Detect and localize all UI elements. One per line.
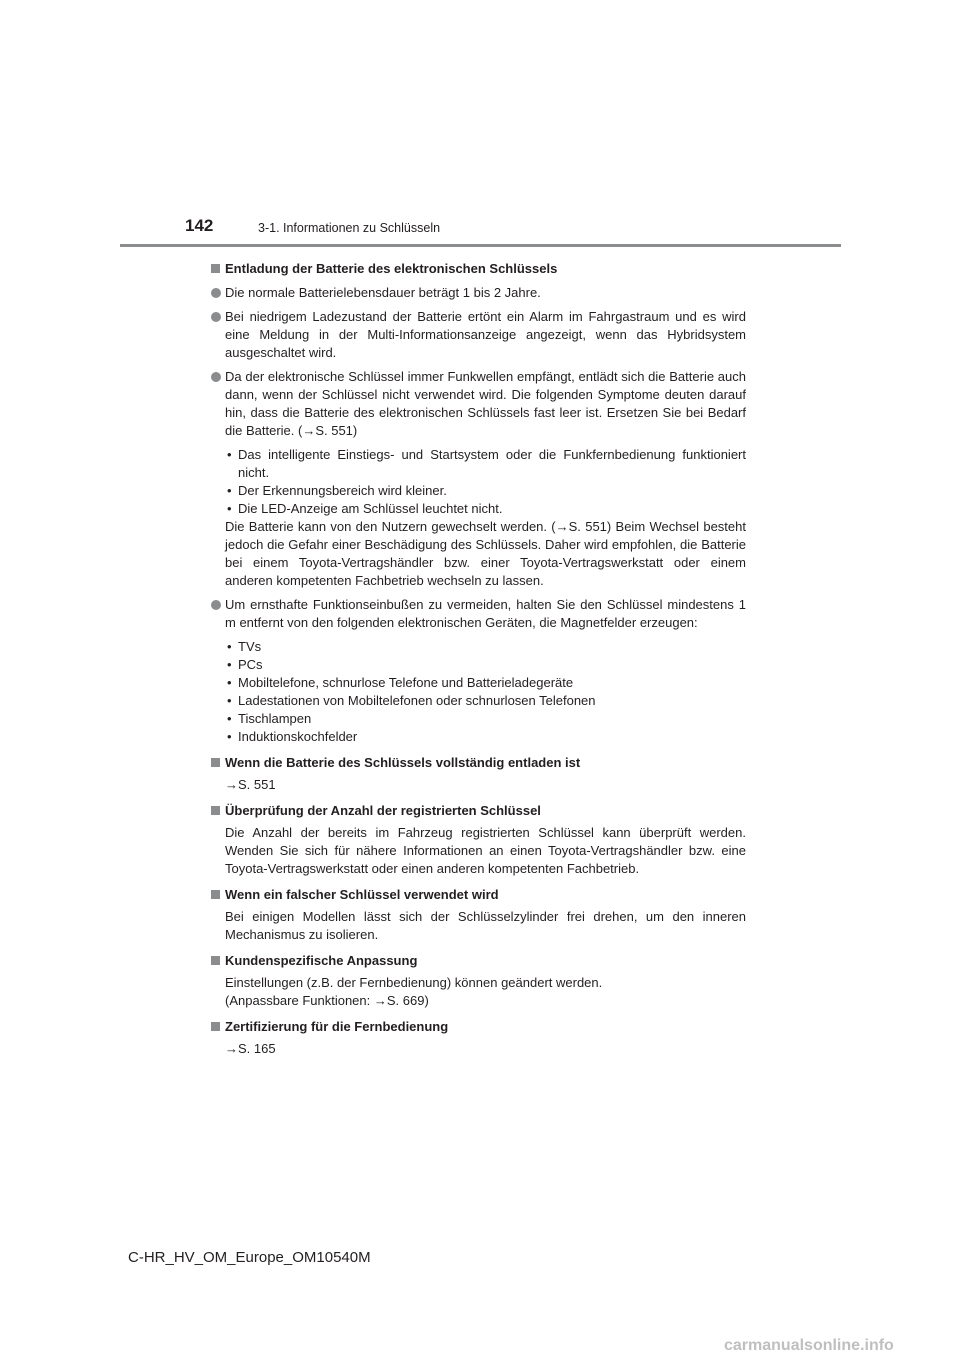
sub-list-item — [225, 728, 746, 746]
bullet-text: Die normale Batterielebensdauer beträgt 1 bis 2 Jahre. — [225, 285, 541, 300]
sub-list-item — [225, 446, 746, 482]
page-reference: →S. 551 — [225, 777, 276, 792]
sub-list-item — [225, 710, 746, 728]
sub-list-item — [225, 482, 746, 500]
sub-list-item — [225, 500, 746, 518]
page-content — [211, 256, 746, 1058]
page-reference: →S. 165 — [225, 1041, 276, 1056]
dot-marker-icon: • — [227, 729, 232, 744]
section-heading — [211, 754, 746, 772]
section-heading — [211, 886, 746, 904]
bullet-item — [211, 368, 746, 440]
sub-item-text: Der Erkennungsbereich wird kleiner. — [238, 483, 447, 498]
circle-bullet-icon — [211, 600, 221, 610]
sub-item-text: Ladestationen von Mobiltelefonen oder schnurlosen Telefonen — [238, 693, 596, 708]
watermark: carmanualsonline.info — [724, 1337, 894, 1354]
sub-item-text: Mobiltelefone, schnurlose Telefone und Batterieladegeräte — [238, 675, 574, 690]
paragraph: Bei einigen Modellen lässt sich der Schlüsselzylinder frei drehen, um den inneren Mechanismus zu isolieren. — [225, 909, 746, 942]
section-heading — [211, 952, 746, 970]
paragraph: Die Batterie kann von den Nutzern gewechselt werden. (→S. 551) Beim Wechsel besteht jedoch die Gefahr einer Beschädigung des Schlüssels. Daher wird empfohlen, die Batterie bei einem Toyota-Vertragshändler bzw. einer Toyota-Vertragswerkstatt oder einem anderen kompetenten Fachbetrieb wechseln zu lassen. — [225, 519, 746, 588]
sub-item-text: TVs — [238, 639, 262, 654]
header-divider — [120, 244, 841, 247]
paragraph: Einstellungen (z.B. der Fernbedienung) können geändert werden. — [225, 975, 603, 990]
paragraph: Die Anzahl der bereits im Fahrzeug registrierten Schlüssel kann überprüft werden. Wenden Sie sich für nähere Informationen an einen Toyota-Vertragshändler bzw. eine Toyota-Vertragswerkstatt oder einen anderen kompetenten Fachbetrieb. — [225, 825, 746, 876]
sub-item-text: Das intelligente Einstiegs- und Startsystem oder die Funkfernbedienung funktioniert nicht. — [238, 447, 746, 480]
section-title: 3-1. Informationen zu Schlüsseln — [258, 221, 441, 235]
square-bullet-icon — [211, 758, 220, 767]
sub-list — [211, 638, 746, 746]
sub-list-item — [225, 656, 746, 674]
section-heading — [211, 1018, 746, 1036]
section-heading — [211, 802, 746, 820]
document-code: C-HR_HV_OM_Europe_OM10540M — [128, 1249, 371, 1266]
square-bullet-icon — [211, 890, 220, 899]
sub-item-text: PCs — [238, 657, 263, 672]
heading-text: Überprüfung der Anzahl der registrierten Schlüssel — [225, 803, 541, 818]
square-bullet-icon — [211, 264, 220, 273]
dot-marker-icon: • — [227, 501, 232, 516]
dot-marker-icon: • — [227, 639, 232, 654]
sub-list-item — [225, 638, 746, 656]
paragraph: (Anpassbare Funktionen: →S. 669) — [225, 993, 429, 1008]
sub-item-text: Die LED-Anzeige am Schlüssel leuchtet nicht. — [238, 501, 503, 516]
bullet-item — [211, 284, 746, 302]
square-bullet-icon — [211, 1022, 220, 1031]
dot-marker-icon: • — [227, 675, 232, 690]
sub-list-item — [225, 674, 746, 692]
circle-bullet-icon — [211, 372, 221, 382]
dot-marker-icon: • — [227, 711, 232, 726]
dot-marker-icon: • — [227, 693, 232, 708]
dot-marker-icon: • — [227, 483, 232, 498]
bullet-item — [211, 308, 746, 362]
section-heading — [211, 260, 746, 278]
heading-text: Kundenspezifische Anpassung — [225, 953, 418, 968]
circle-bullet-icon — [211, 288, 221, 298]
bullet-text: Bei niedrigem Ladezustand der Batterie ertönt ein Alarm im Fahrgastraum und es wird eine Meldung in der Multi-Informationsanzeige angezeigt, wenn das Hybridsystem ausgeschaltet wird. — [225, 309, 746, 360]
dot-marker-icon: • — [227, 657, 232, 672]
sub-list-item — [225, 692, 746, 710]
sub-item-text: Induktionskochfelder — [238, 729, 358, 744]
square-bullet-icon — [211, 806, 220, 815]
heading-text: Zertifizierung für die Fernbedienung — [225, 1019, 449, 1034]
heading-text: Wenn ein falscher Schlüssel verwendet wird — [225, 887, 499, 902]
heading-text: Entladung der Batterie des elektronischen Schlüssels — [225, 261, 558, 276]
page-number: 142 — [185, 216, 214, 235]
dot-marker-icon: • — [227, 447, 232, 462]
heading-text: Wenn die Batterie des Schlüssels vollständig entladen ist — [225, 755, 581, 770]
sub-list — [211, 446, 746, 518]
sub-item-text: Tischlampen — [238, 711, 312, 726]
bullet-item — [211, 596, 746, 632]
square-bullet-icon — [211, 956, 220, 965]
bullet-text: Da der elektronische Schlüssel immer Funkwellen empfängt, entlädt sich die Batterie auch dann, wenn der Schlüssel nicht verwendet wird. Die folgenden Symptome deuten darauf hin, dass die Batterie des elektronischen Schlüssels fast leer ist. Ersetzen Sie bei Bedarf die Batterie. (→S. 551) — [225, 369, 746, 438]
circle-bullet-icon — [211, 312, 221, 322]
bullet-text: Um ernsthafte Funktionseinbußen zu vermeiden, halten Sie den Schlüssel mindestens 1 m entfernt von den folgenden elektronischen Geräten, die Magnetfelder erzeugen: — [225, 597, 746, 630]
